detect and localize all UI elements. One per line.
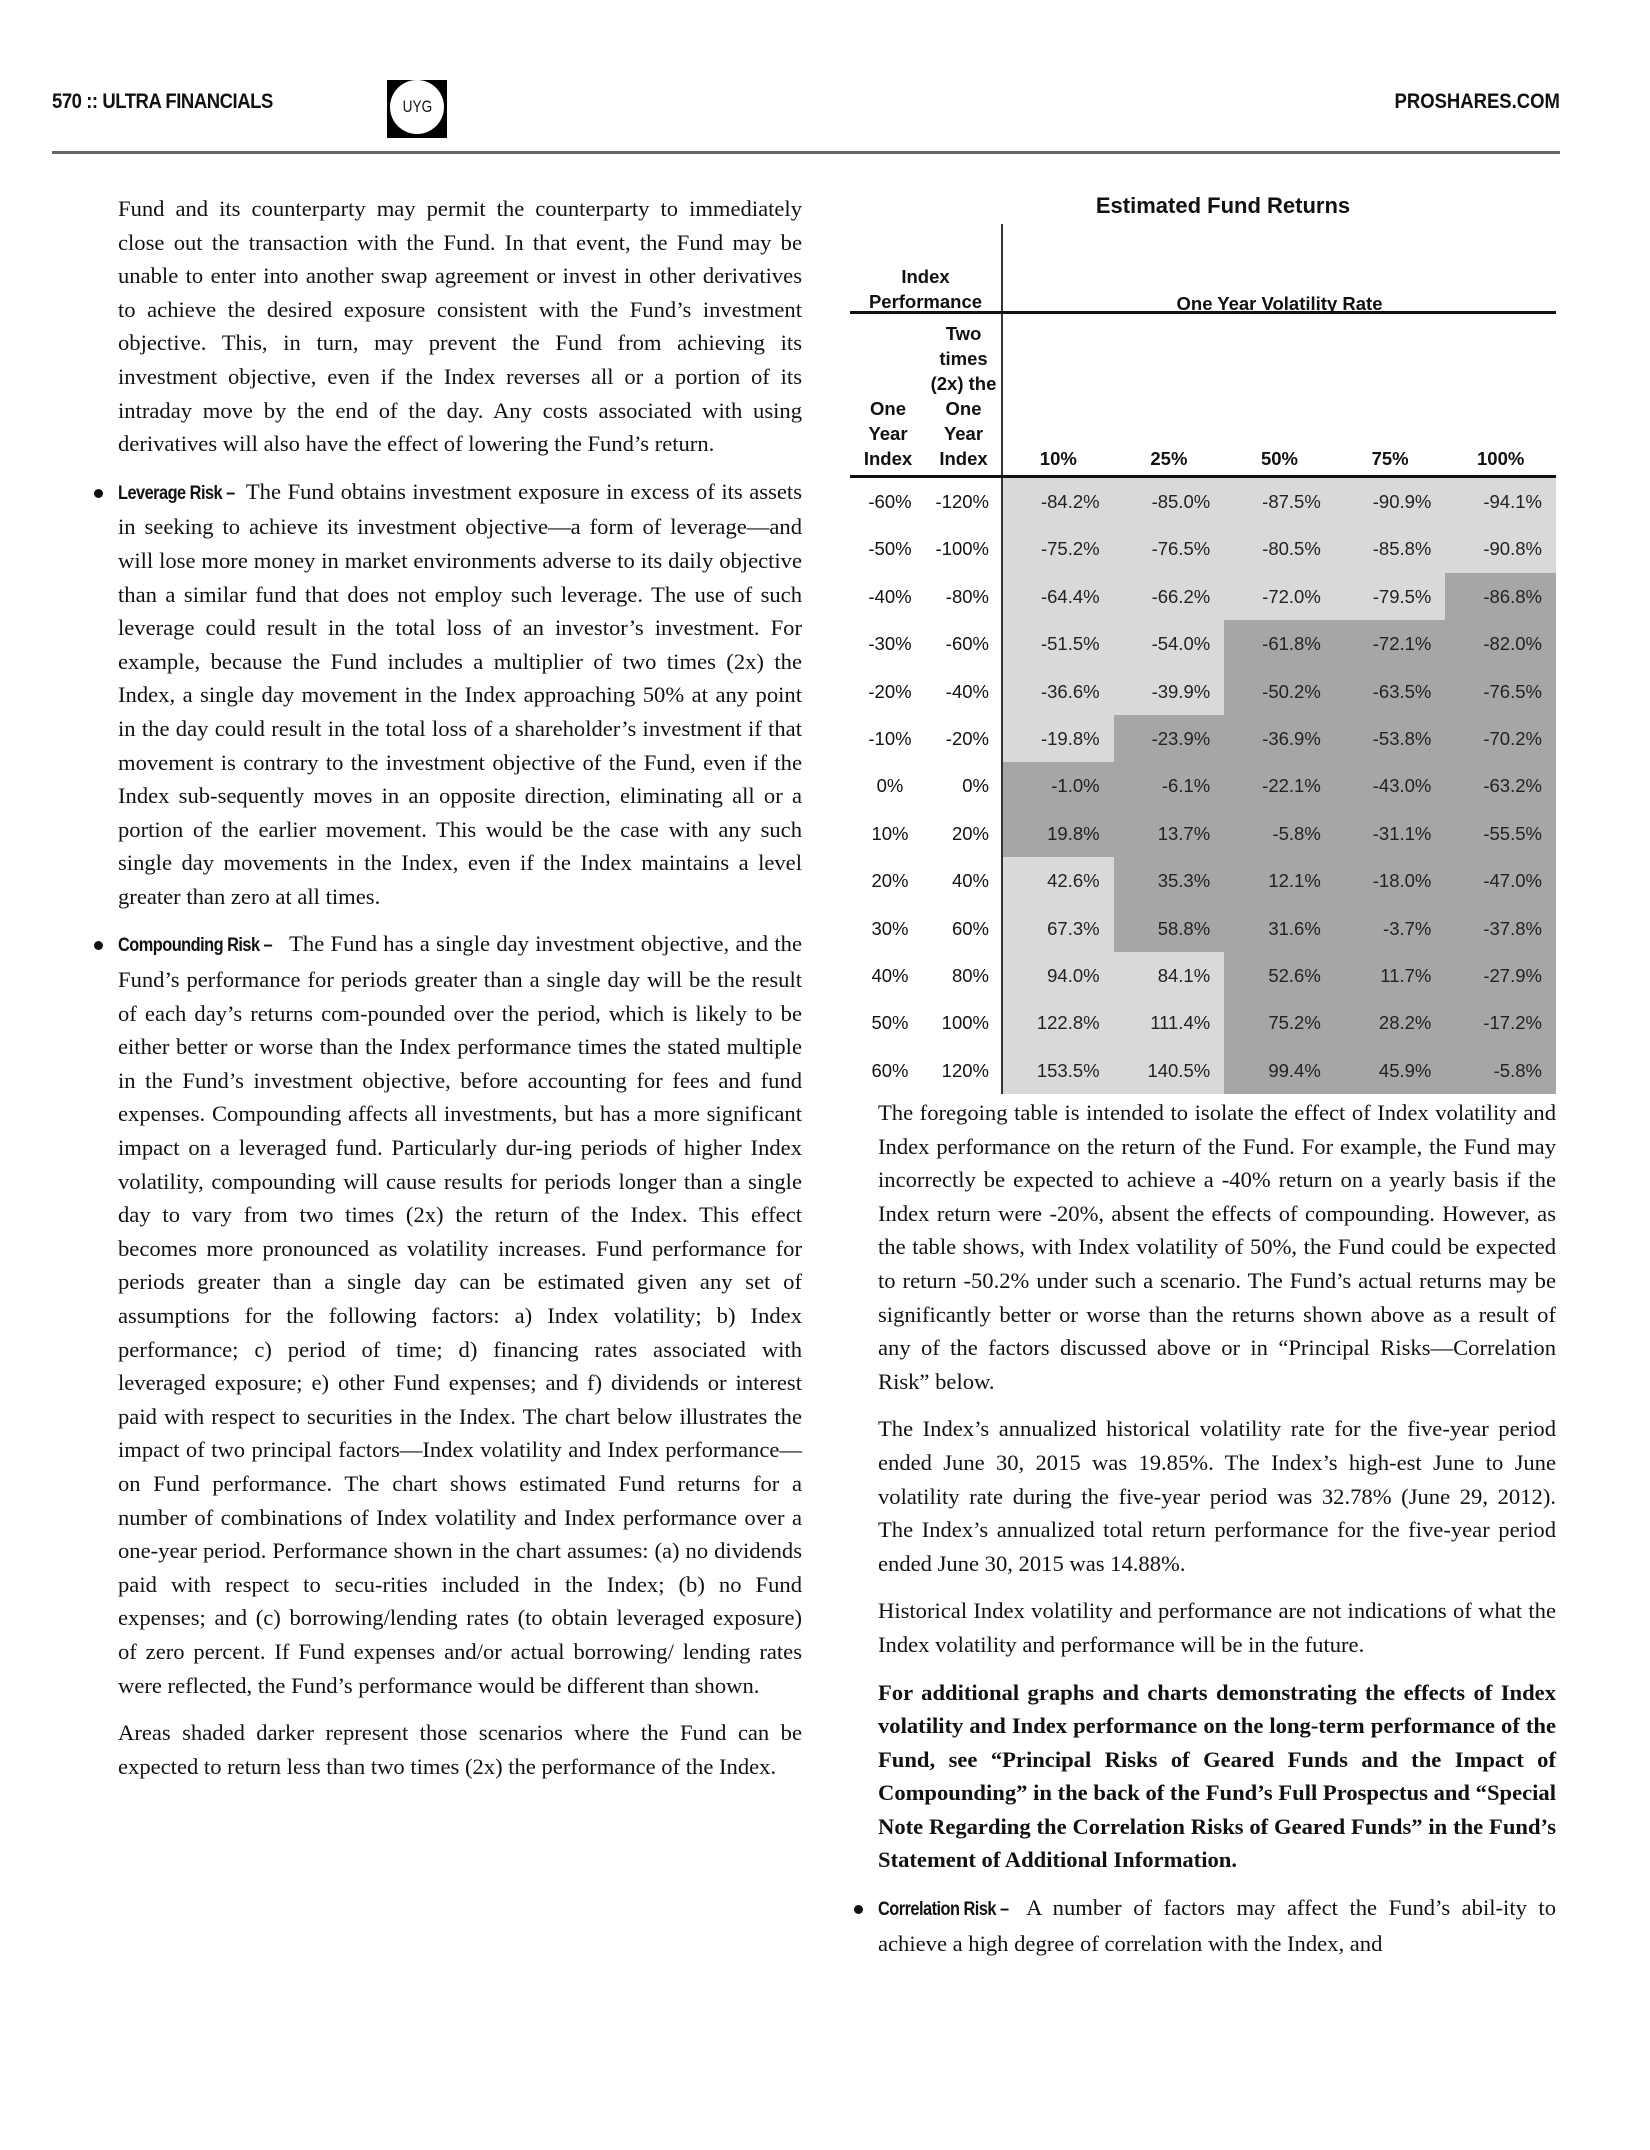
fund-return-cell: 31.6% (1224, 905, 1335, 952)
one-year-index-cell: -60% (868, 491, 912, 512)
fund-return-cell: -75.2% (1003, 525, 1114, 572)
two-times-index-cell: 40% (926, 857, 1003, 904)
fund-return-cell: 52.6% (1224, 952, 1335, 999)
fund-return-cell: 67.3% (1003, 905, 1114, 952)
volatility-paragraph: The Index’s annualized historical volatility rate for the five-year period ended June 30, 2015 was 19.85%. The Index’s high-est June to June volatility rate during the five-year period was 32.78% (June 29, 2012). The Index’s annualized total return performance for the five-year period ended June 30, 2015 was 14.88%. (878, 1416, 1556, 1576)
fund-return-cell: -31.1% (1335, 810, 1446, 857)
correlation-risk-text: A number of factors may affect the Fund’s abil-ity to achieve a high degree of correlation with the Index, and (878, 1895, 1556, 1956)
correlation-risk-title: Correlation Risk – (878, 1899, 1009, 1921)
two-times-index-cell: -100% (926, 525, 1003, 572)
table-row (850, 715, 1556, 762)
compounding-risk-item (118, 927, 802, 1702)
historical-paragraph: Historical Index volatility and performance are not indications of what the Index volatility and performance will be in the future. (878, 1598, 1556, 1657)
fund-return-cell: 45.9% (1335, 1047, 1446, 1094)
foregoing-paragraph: The foregoing table is intended to isolate the effect of Index volatility and Index performance on the return of the Fund. For example, the Fund may incorrectly be expected to achieve a -40% return on a yearly basis if the Index return were -20%, absent the effects of compounding. However, as the table shows, with Index volatility of 50%, the Fund could be expected to return -50.2% under such a scenario. The Fund’s actual returns may be significantly better or worse than the returns shown above as a result of any of the factors discussed above or in “Principal Risks—Correlation Risk” below. (878, 1100, 1556, 1394)
fund-return-cell: 153.5% (1003, 1047, 1114, 1094)
site-url: PROSHARES.COM (1394, 90, 1560, 113)
fund-return-cell: 19.8% (1003, 810, 1114, 857)
fund-return-cell: -85.0% (1114, 478, 1225, 525)
fund-return-cell: 140.5% (1114, 1047, 1225, 1094)
fund-return-cell: -70.2% (1445, 715, 1556, 762)
one-year-index-header: One Year Index (863, 398, 913, 469)
fund-return-cell: -76.5% (1114, 525, 1225, 572)
fund-return-cell: -3.7% (1335, 905, 1446, 952)
table-row (850, 573, 1556, 620)
fund-return-cell: -19.8% (1003, 715, 1114, 762)
volatility-25-header: 25% (1150, 448, 1188, 469)
fund-return-cell: 75.2% (1224, 999, 1335, 1046)
fund-return-cell: -54.0% (1114, 620, 1225, 667)
correlation-risk-item (878, 1891, 1556, 1960)
table-row (850, 620, 1556, 667)
table-column-headers (850, 314, 1556, 478)
estimated-fund-returns-table (850, 188, 1556, 1094)
two-times-index-header: Two times (2x) the One Year Index (926, 314, 1003, 475)
two-times-index-cell: 0% (926, 762, 1003, 809)
two-times-index-cell: 60% (926, 905, 1003, 952)
fund-return-cell: -18.0% (1335, 857, 1446, 904)
fund-return-cell: -66.2% (1114, 573, 1225, 620)
fund-return-cell: -22.1% (1224, 762, 1335, 809)
table-group-header (850, 224, 1556, 314)
fund-return-cell: -86.8% (1445, 573, 1556, 620)
compounding-risk-title: Compounding Risk – (118, 935, 273, 957)
ticker-logo (387, 80, 447, 138)
one-year-index-cell: -40% (868, 585, 912, 607)
table-row (850, 999, 1556, 1046)
fund-return-cell: -61.8% (1224, 620, 1335, 667)
table-row (850, 762, 1556, 809)
fund-return-cell: -72.1% (1335, 620, 1446, 667)
fund-return-cell: -55.5% (1445, 810, 1556, 857)
fund-return-cell: 94.0% (1003, 952, 1114, 999)
one-year-index-cell: 60% (871, 1059, 909, 1081)
page-number-section-title: 570 :: ULTRA FINANCIALS (52, 90, 273, 113)
one-year-index-cell: -30% (868, 633, 912, 655)
fund-return-cell: -63.5% (1335, 668, 1446, 715)
table-row (850, 952, 1556, 999)
fund-return-cell: 122.8% (1003, 999, 1114, 1046)
volatility-rate-header: One Year Volatility Rate (1176, 293, 1383, 314)
one-year-index-cell: -10% (868, 727, 912, 749)
fund-return-cell: -36.6% (1003, 668, 1114, 715)
bullet-icon (94, 489, 103, 498)
table-row (850, 525, 1556, 572)
fund-return-cell: -90.9% (1335, 478, 1446, 525)
page-header (52, 86, 1560, 156)
two-times-index-cell: -60% (926, 620, 1003, 667)
one-year-index-cell: -50% (868, 538, 912, 560)
fund-return-cell: -27.9% (1445, 952, 1556, 999)
fund-return-cell: 12.1% (1224, 857, 1335, 904)
fund-return-cell: -84.2% (1003, 478, 1114, 525)
table-row (850, 857, 1556, 904)
fund-return-cell: -72.0% (1224, 573, 1335, 620)
leverage-risk-item (118, 475, 802, 914)
fund-return-cell: -85.8% (1335, 525, 1446, 572)
two-times-index-cell: -80% (926, 573, 1003, 620)
two-times-index-cell: 80% (926, 952, 1003, 999)
one-year-index-cell: 0% (876, 775, 904, 797)
one-year-index-cell: 20% (871, 870, 909, 892)
fund-return-cell: -51.5% (1003, 620, 1114, 667)
fund-return-cell: 35.3% (1114, 857, 1225, 904)
fund-return-cell: -23.9% (1114, 715, 1225, 762)
fund-return-cell: -94.1% (1445, 478, 1556, 525)
fund-return-cell: -47.0% (1445, 857, 1556, 904)
fund-return-cell: -63.2% (1445, 762, 1556, 809)
table-row (850, 905, 1556, 952)
two-times-index-cell: -20% (926, 715, 1003, 762)
intro-paragraph: Fund and its counterparty may permit the counterparty to immediately close out the transaction with the Fund. In that event, the Fund may be unable to enter into another swap agreement or invest in other derivatives to achieve the desired exposure consistent with the Fund’s investment objective. This, in turn, may prevent the Fund from achieving its investment objective, even if the Index reverses all or a portion of its intraday move by the end of the day. Any costs associated with using derivatives will also have the effect of lowering the Fund’s return. (118, 196, 802, 457)
fund-return-cell: -76.5% (1445, 668, 1556, 715)
volatility-50-header: 50% (1260, 448, 1298, 469)
additional-info-paragraph: For additional graphs and charts demonstrating the effects of Index volatility and Index performance on the long-term performance of the Fund, see “Principal Risks of Geared Funds and the Impact of Compounding” in the back of the Fund’s Full Prospectus and “Special Note Regarding the Correlation Risks of Geared Funds” in the Fund’s Statement of Additional Information. (878, 1679, 1556, 1873)
fund-return-cell: 84.1% (1114, 952, 1225, 999)
fund-return-cell: -87.5% (1224, 478, 1335, 525)
table-title: Estimated Fund Returns (1095, 193, 1351, 218)
table-row (850, 1047, 1556, 1094)
index-performance-header: Index Performance (850, 224, 1003, 311)
one-year-index-cell: 30% (871, 917, 909, 939)
fund-return-cell: 13.7% (1114, 810, 1225, 857)
fund-return-cell: 99.4% (1224, 1047, 1335, 1094)
one-year-index-cell: 10% (871, 822, 909, 844)
two-times-index-cell: 100% (926, 999, 1003, 1046)
fund-return-cell: -6.1% (1114, 762, 1225, 809)
fund-return-cell: -64.4% (1003, 573, 1114, 620)
volatility-75-header: 75% (1371, 448, 1409, 469)
fund-return-cell: 111.4% (1114, 999, 1225, 1046)
compounding-risk-text: The Fund has a single day investment objective, and the Fund’s performance for periods greater than a single day will be the result of each day’s returns com-pounded over the period, which is likely to be either better or worse than the Index performance times the stated multiple in the Fund’s investment objective, before accounting for fees and fund expenses. Compounding affects all investments, but has a more significant impact on a leveraged fund. Particularly dur-ing periods of higher Index volatility, compounding will cause results for periods longer than a single day to vary from two times (2x) the return of the Index. This effect becomes more pronounced as volatility increases. Fund performance for periods greater than a single day can be estimated given any set of assumptions for the following factors: a) Index volatility; b) Index performance; c) period of time; d) financing rates associated with leveraged exposure; e) other Fund expenses; and f) dividends or interest paid with respect to securities in the Index. The chart below illustrates the impact of two principal factors—Index volatility and Index performance—on Fund performance. The chart shows estimated Fund returns for a number of combinations of Index volatility and Index performance over a one-year period. Performance shown in the chart assumes: (a) no dividends paid with respect to secu-rities included in the Index; (b) no Fund expenses; and (c) borrowing/lending rates (to obtain leveraged exposure) of zero percent. If Fund expenses and/or actual borrowing/ lending rates were reflected, the Fund’s performance would be different than shown. (118, 931, 802, 1698)
fund-return-cell: -37.8% (1445, 905, 1556, 952)
ticker-badge-icon: UYG (390, 80, 444, 134)
fund-return-cell: 58.8% (1114, 905, 1225, 952)
fund-return-cell: 42.6% (1003, 857, 1114, 904)
bullet-icon (854, 1905, 863, 1914)
fund-return-cell: -1.0% (1003, 762, 1114, 809)
table-body (850, 478, 1556, 1094)
volatility-100-header: 100% (1477, 448, 1525, 469)
fund-return-cell: -79.5% (1335, 573, 1446, 620)
fund-return-cell: -50.2% (1224, 668, 1335, 715)
two-times-index-cell: 20% (926, 810, 1003, 857)
one-year-index-cell: -20% (868, 680, 912, 702)
fund-return-cell: -82.0% (1445, 620, 1556, 667)
fund-return-cell: -5.8% (1224, 810, 1335, 857)
fund-return-cell: -90.8% (1445, 525, 1556, 572)
fund-return-cell: -39.9% (1114, 668, 1225, 715)
table-row (850, 810, 1556, 857)
leverage-risk-text: The Fund obtains investment exposure in excess of its assets in seeking to achieve its investment objective—a form of leverage—and will lose more money in market environments adverse to its daily objective than a similar fund that does not employ such leverage. The use of such leverage could result in the total loss of an investor’s investment. For example, because the Fund includes a multiplier of two times (2x) the Index, a single day movement in the Index approaching 50% at any point in the day could result in the total loss of a shareholder’s investment if that movement is contrary to the investment objective of the Fund, even if the Index sub-sequently moves in an opposite direction, eliminating all or a portion of the earlier movement. This would be the case with any such single day movements in the Index, even if the Index maintains a level greater than zero at all times. (118, 478, 802, 909)
header-divider (52, 151, 1560, 154)
right-column (878, 1096, 1556, 1960)
fund-return-cell: 11.7% (1335, 952, 1446, 999)
volatility-10-header: 10% (1039, 448, 1077, 469)
one-year-index-cell: 40% (871, 964, 909, 986)
fund-return-cell: 28.2% (1335, 999, 1446, 1046)
two-times-index-cell: -120% (926, 478, 1003, 525)
fund-return-cell: -43.0% (1335, 762, 1446, 809)
fund-return-cell: -36.9% (1224, 715, 1335, 762)
fund-return-cell: -17.2% (1445, 999, 1556, 1046)
fund-return-cell: -53.8% (1335, 715, 1446, 762)
bullet-icon (94, 941, 103, 950)
left-column (118, 192, 802, 1783)
one-year-index-cell: 50% (871, 1012, 909, 1034)
leverage-risk-title: Leverage Risk – (118, 482, 235, 504)
fund-return-cell: -5.8% (1445, 1047, 1556, 1094)
two-times-index-cell: -40% (926, 668, 1003, 715)
table-row (850, 668, 1556, 715)
two-times-index-cell: 120% (926, 1047, 1003, 1094)
table-row (850, 478, 1556, 525)
shading-note: Areas shaded darker represent those scenarios where the Fund can be expected to return less than two times (2x) the performance of the Index. (118, 1720, 802, 1779)
fund-return-cell: -80.5% (1224, 525, 1335, 572)
